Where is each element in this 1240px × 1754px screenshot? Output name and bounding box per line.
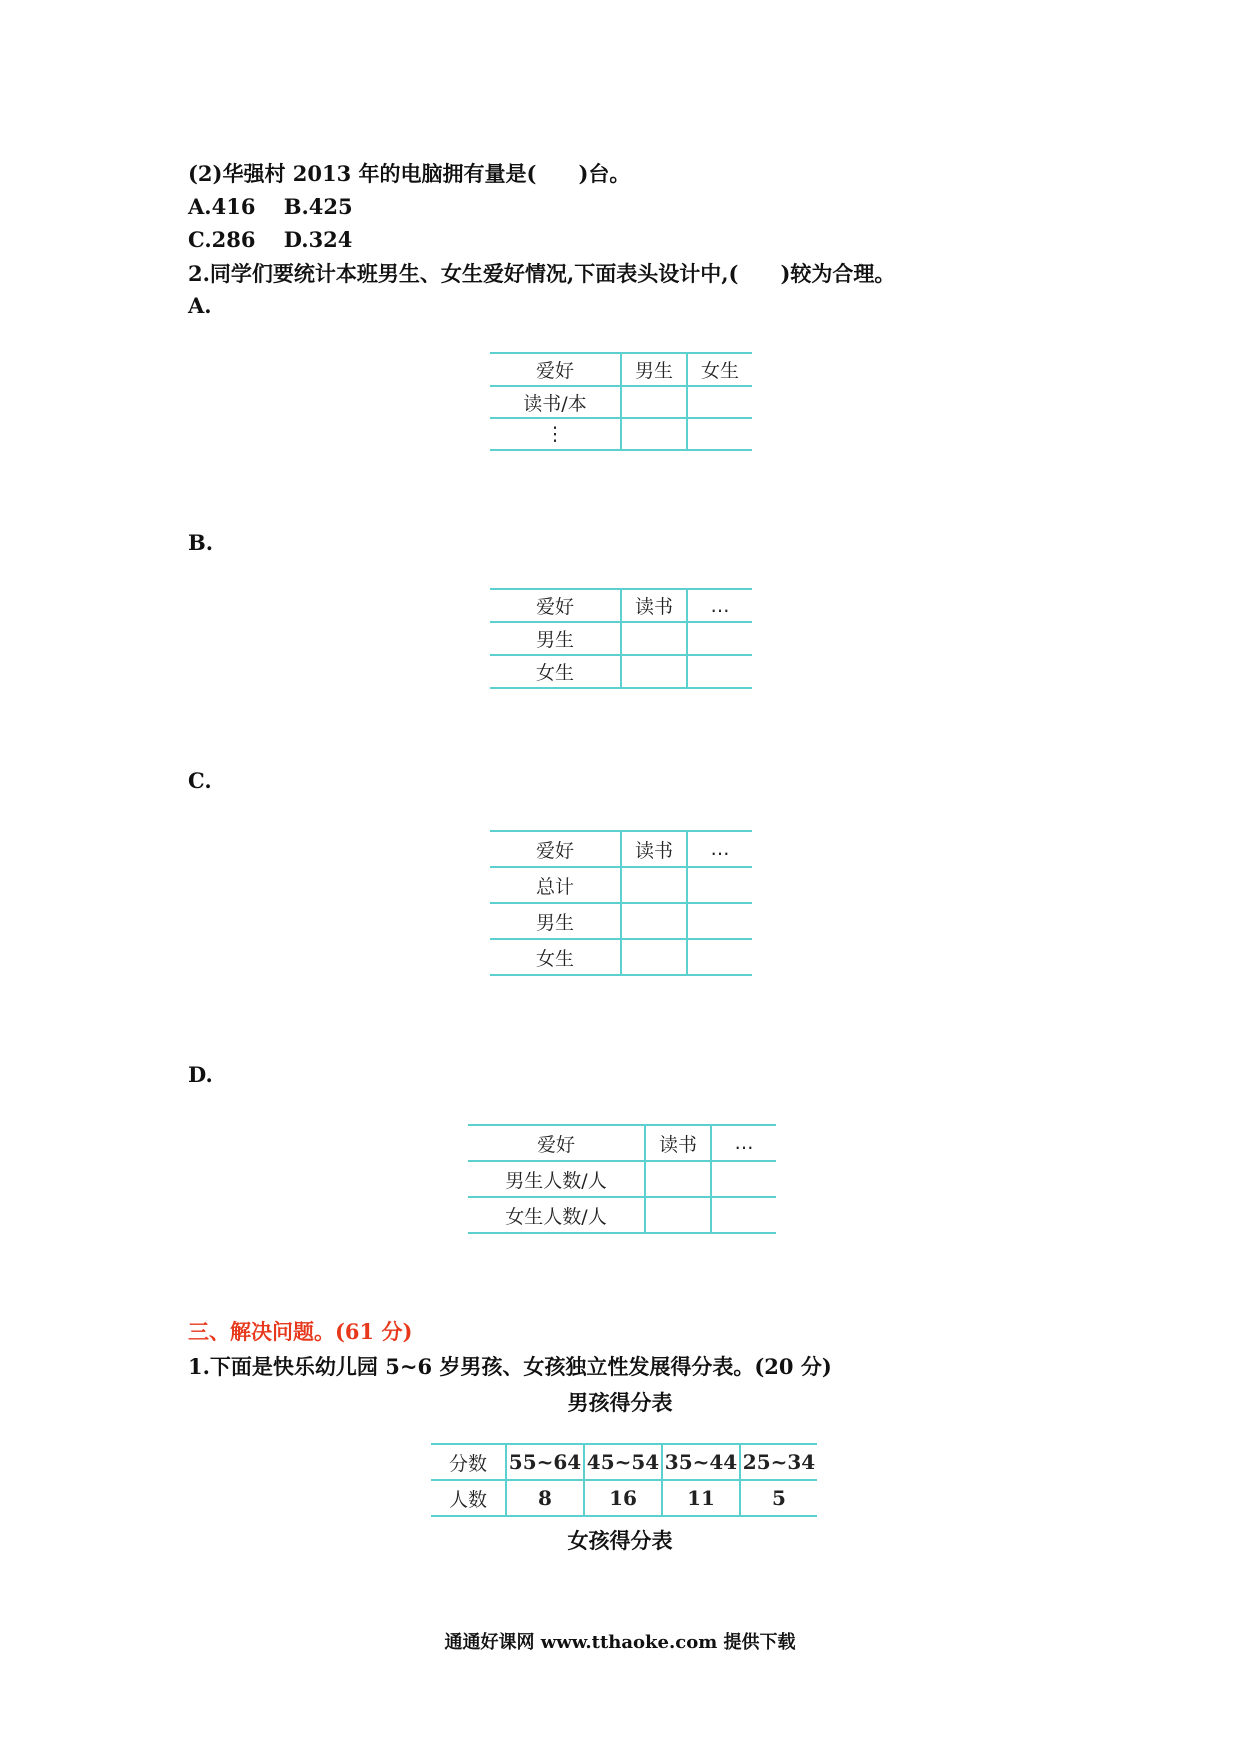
table-cell — [621, 386, 687, 418]
table-cell — [687, 622, 752, 655]
table-cell — [621, 655, 687, 688]
option-d-label: D. — [188, 1062, 213, 1087]
table-cell: 35~44 — [662, 1444, 740, 1480]
table-cell — [645, 1161, 711, 1197]
table-cell: 女生 — [490, 939, 621, 975]
boys-table-title: 男孩得分表 — [567, 1390, 673, 1415]
table-cell: 女生 — [490, 655, 621, 688]
table-cell: 爱好 — [468, 1125, 645, 1161]
table-cell: 45~54 — [584, 1444, 662, 1480]
question-2-2: (2)华强村 2013 年的电脑拥有量是( )台。 — [188, 161, 631, 186]
boys-score-table — [431, 1443, 817, 1517]
table-cell: 55~64 — [506, 1444, 584, 1480]
table-cell — [711, 1161, 776, 1197]
table-cell: 25~34 — [740, 1444, 817, 1480]
table-cell — [687, 867, 752, 903]
option-a-table — [490, 352, 752, 451]
option-a-label: A. — [188, 293, 212, 318]
girls-table-title: 女孩得分表 — [567, 1528, 673, 1553]
table-cell: 总计 — [490, 867, 621, 903]
table-cell — [621, 622, 687, 655]
table-cell: 16 — [584, 1480, 662, 1516]
option-d-table — [468, 1124, 776, 1234]
table-cell: 男生 — [490, 622, 621, 655]
table-cell: 爱好 — [490, 353, 621, 386]
table-cell — [687, 386, 752, 418]
table-cell — [687, 418, 752, 450]
question-2-2-options-ab: A.416 B.425 — [188, 194, 353, 219]
table-cell — [621, 867, 687, 903]
table-cell: 读书/本 — [490, 386, 621, 418]
question-2-title: 2.同学们要统计本班男生、女生爱好情况,下面表头设计中,( )较为合理。 — [188, 261, 896, 286]
table-cell: 爱好 — [490, 831, 621, 867]
table-cell — [687, 655, 752, 688]
table-cell: 女生人数/人 — [468, 1197, 645, 1233]
table-cell: 男生 — [490, 903, 621, 939]
table-cell: ⋮ — [490, 418, 621, 450]
table-cell: … — [687, 831, 752, 867]
footer: 通通好课网 www.tthaoke.com 提供下载 — [444, 1632, 796, 1653]
table-cell: 8 — [506, 1480, 584, 1516]
table-cell: 男生 — [621, 353, 687, 386]
table-cell — [711, 1197, 776, 1233]
table-cell: 男生人数/人 — [468, 1161, 645, 1197]
table-cell — [621, 903, 687, 939]
option-b-label: B. — [188, 530, 214, 555]
option-c-table — [490, 830, 752, 976]
table-cell: 11 — [662, 1480, 740, 1516]
option-c-label: C. — [188, 768, 212, 793]
option-b-table — [490, 588, 752, 689]
table-cell: … — [687, 589, 752, 622]
table-cell: 女生 — [687, 353, 752, 386]
question-2-2-options-cd: C.286 D.324 — [188, 227, 353, 252]
table-cell — [621, 418, 687, 450]
table-cell — [645, 1197, 711, 1233]
section-3-question-1: 1.下面是快乐幼儿园 5~6 岁男孩、女孩独立性发展得分表。(20 分) — [188, 1354, 832, 1379]
table-cell: 爱好 — [490, 589, 621, 622]
table-cell — [687, 903, 752, 939]
section-3-title: 三、解决问题。(61 分) — [188, 1319, 413, 1344]
table-cell: 读书 — [621, 589, 687, 622]
table-cell — [621, 939, 687, 975]
table-cell: 读书 — [621, 831, 687, 867]
table-cell: 读书 — [645, 1125, 711, 1161]
table-cell: 5 — [740, 1480, 817, 1516]
table-cell: 分数 — [431, 1444, 506, 1480]
table-cell: … — [711, 1125, 776, 1161]
table-cell — [687, 939, 752, 975]
table-cell: 人数 — [431, 1480, 506, 1516]
